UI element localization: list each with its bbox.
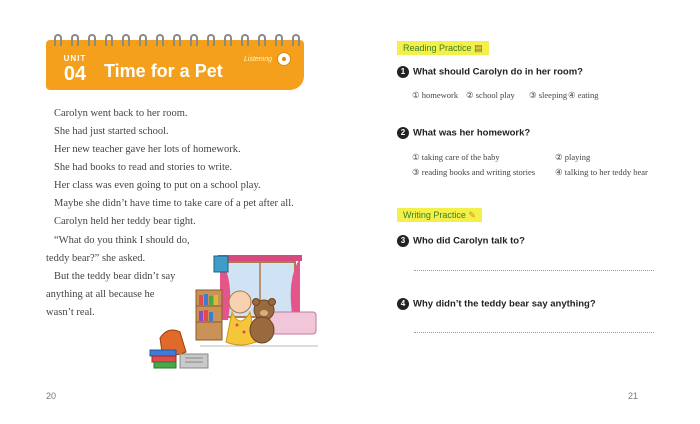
- question-1: [397, 66, 583, 78]
- spiral-binding: [54, 34, 300, 48]
- story-line: Maybe she didn’t have time to take care of a pet after all.: [54, 198, 294, 209]
- reading-practice-label: Reading Practice: [403, 43, 472, 53]
- story-line: “What do you think I should do,: [54, 235, 190, 246]
- question-number: 2: [397, 127, 409, 139]
- answer-option[interactable]: ④ eating: [568, 90, 599, 100]
- story-illustration: [140, 250, 320, 375]
- audio-cd-icon[interactable]: [277, 52, 291, 66]
- question-text: What should Carolyn do in her room?: [413, 66, 583, 78]
- story-line: But the teddy bear didn’t say: [54, 271, 176, 282]
- question-4: [397, 298, 596, 310]
- story-line: teddy bear?” she asked.: [46, 253, 146, 264]
- answer-line[interactable]: [414, 270, 654, 271]
- question-text: Why didn’t the teddy bear say anything?: [413, 298, 596, 310]
- unit-number: 04: [63, 63, 87, 85]
- question-text: Who did Carolyn talk to?: [413, 235, 525, 247]
- question-text: What was her homework?: [413, 127, 531, 139]
- question-2: [397, 127, 530, 139]
- listening-label: Listening: [244, 56, 273, 63]
- book-icon: ▤: [474, 43, 483, 53]
- story-line: anything at all because he: [46, 289, 155, 300]
- unit-label: UNIT: [63, 54, 87, 63]
- page-title: Time for a Pet: [104, 61, 223, 81]
- answer-option[interactable]: ① homework: [412, 90, 459, 100]
- answer-option[interactable]: ② school play: [466, 90, 515, 100]
- page-number-right: 21: [628, 391, 639, 401]
- pencil-icon: ✎: [468, 210, 476, 220]
- answer-option[interactable]: ② playing: [555, 152, 591, 162]
- story-line: Her class was even going to put on a school play.: [54, 180, 261, 191]
- writing-practice-label: Writing Practice: [403, 210, 466, 220]
- unit-badge: [54, 54, 96, 86]
- story-line: Carolyn held her teddy bear tight.: [54, 216, 196, 227]
- answer-option[interactable]: ④ talking to her teddy bear: [555, 167, 648, 177]
- question-3: [397, 235, 525, 247]
- story-line: Carolyn went back to her room.: [54, 108, 188, 119]
- answer-option[interactable]: ① taking care of the baby: [412, 152, 500, 162]
- answer-option[interactable]: ③ reading books and writing stories: [412, 167, 536, 177]
- story-line: She had books to read and stories to write.: [54, 162, 233, 173]
- question-number: 1: [397, 66, 409, 78]
- story-line: Her new teacher gave her lots of homework.: [54, 144, 241, 155]
- question-number: 3: [397, 235, 409, 247]
- answer-option[interactable]: ③ sleeping: [529, 90, 568, 100]
- answer-line[interactable]: [414, 332, 654, 333]
- story-line: She had just started school.: [54, 126, 169, 137]
- reading-practice-tag: [397, 41, 489, 55]
- story-line: wasn’t real.: [46, 307, 95, 318]
- page-number-left: 20: [46, 391, 57, 401]
- writing-practice-tag: [397, 208, 482, 222]
- question-number: 4: [397, 298, 409, 310]
